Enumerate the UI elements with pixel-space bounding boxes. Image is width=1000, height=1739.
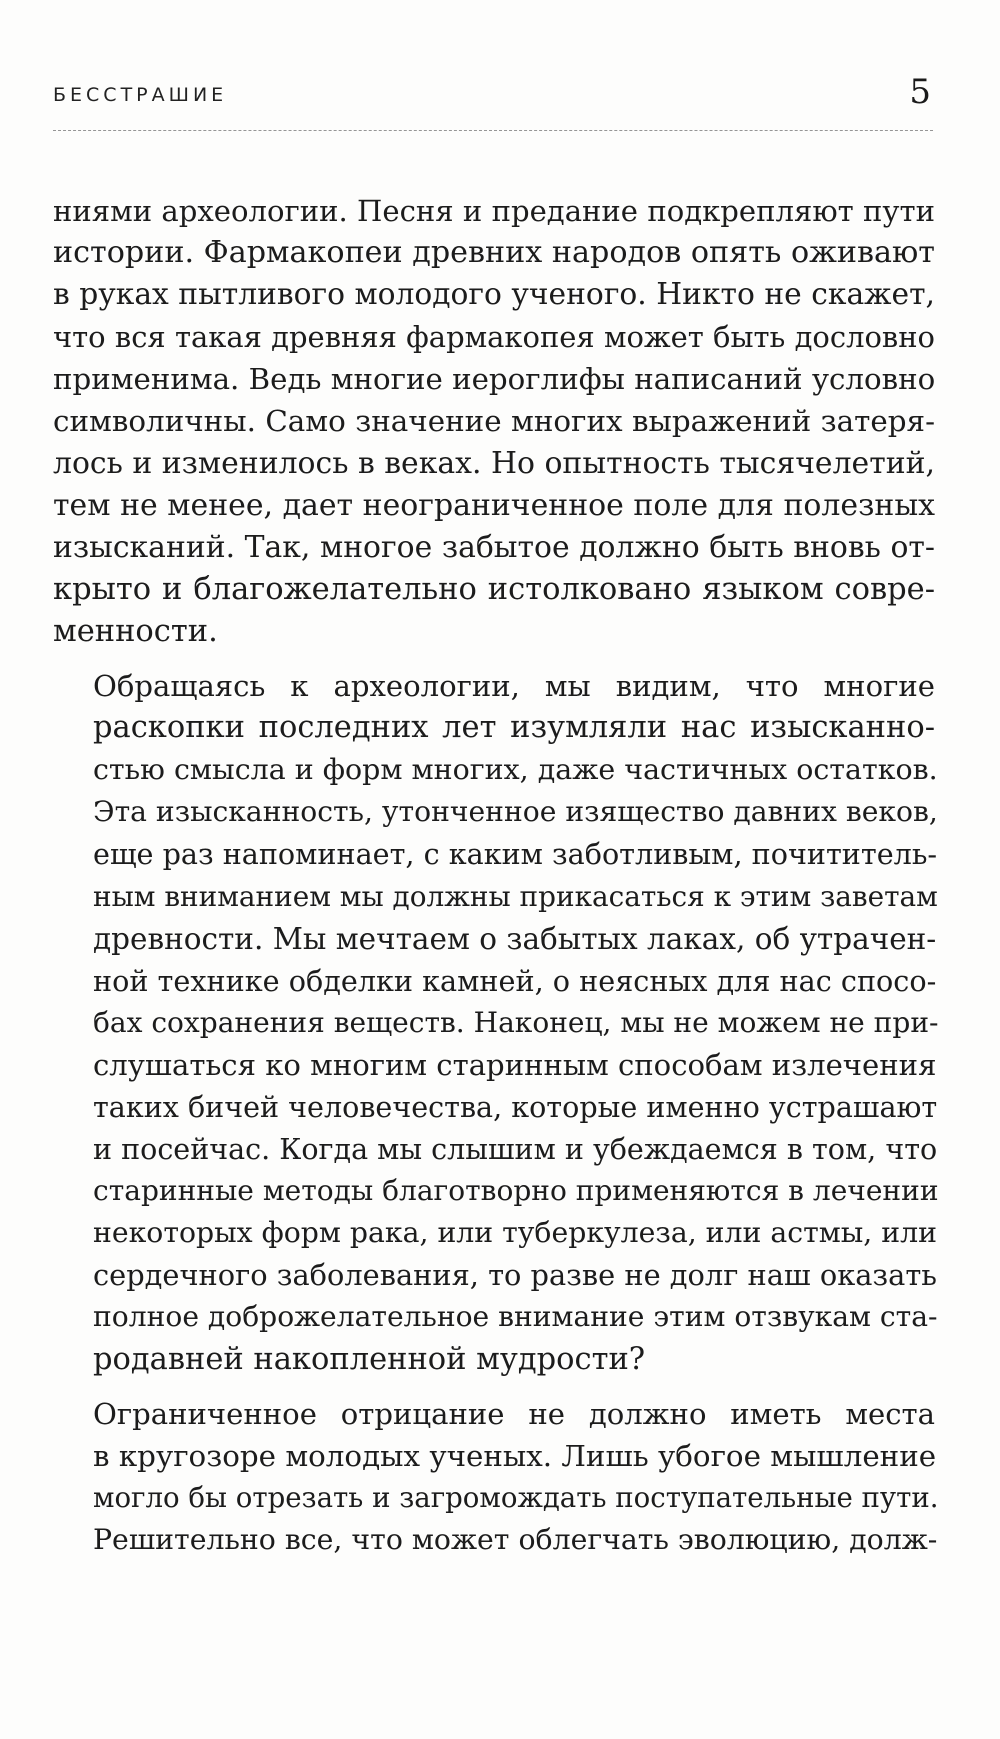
text-line: Обращаясь к археологии, мы видим, что многие [93,669,935,704]
text-line: еще раз напоминает, с каким заботливым, почититель- [93,837,938,872]
text-line: в кругозоре молодых ученых. Лишь убогое мышление [93,1438,937,1473]
text-line: лось и изменилось в веках. Но опытность тысячелетий, [53,445,935,481]
text-line: слушаться ко многим старинным способам излечения [93,1047,937,1082]
text-line: стью смысла и форм многих, даже частичных остатков. [93,753,938,787]
text-line: раскопки последних лет изумляли нас изысканно- [93,710,935,746]
header-divider [53,130,933,131]
paragraph-2 [53,665,939,1381]
paragraph-3 [53,1393,939,1561]
text-line: древности. Мы мечтаем о забытых лаках, об утрачен- [93,921,937,956]
text-line: символичны. Само значение многих выражений затеря- [53,404,935,439]
text-line: могло бы отрезать и загромождать поступательные пути. [93,1480,939,1514]
text-line: что вся такая древняя фармакопея может быть дословно [53,320,935,355]
text-line: в руках пытливого молодого ученого. Никто не скажет, [53,277,935,313]
text-line: ной технике обделки камней, о неясных для нас спосо- [93,963,937,998]
text-line: истории. Фармакопеи древних народов опять оживают [53,235,935,271]
text-line: бах сохранения веществ. Наконец, мы не можем не при- [93,1005,939,1039]
body-text [53,190,939,1561]
text-line: ным вниманием мы должны прикасаться к этим заветам [93,879,938,913]
text-line: некоторых форм рака, или туберкулеза, или астмы, или [93,1216,937,1250]
text-line: применима. Ведь многие иероглифы написаний условно [53,362,936,397]
text-line: Ограниченное отрицание не должно иметь места [93,1396,935,1431]
text-line: менности. [53,613,218,649]
text-line: родавней накопленной мудрости? [93,1341,646,1377]
text-line: старинные методы благотворно применяются в лечении [93,1174,939,1208]
running-head [53,72,933,122]
paragraph-1 [53,190,935,653]
text-line: таких бичей человечества, которые именно устрашают [93,1089,938,1124]
text-line: крыто и благожелательно истолковано языком совре- [53,571,935,607]
text-line: полное доброжелательное внимание этим отзвукам ста- [93,1300,938,1334]
page-number: 5 [909,72,931,112]
text-line: изысканий. Так, многое забытое должно быть вновь от- [53,529,935,565]
text-line: тем не менее, дает неограниченное поле для полезных [53,487,935,523]
text-line: Решительно все, что может облегчать эволюцию, долж- [93,1522,938,1556]
text-line: и посейчас. Когда мы слышим и убеждаемся в том, что [93,1132,938,1167]
text-line: ниями археологии. Песня и предание подкрепляют пути [53,194,935,228]
section-title: БЕССТРАШИЕ [53,84,228,106]
text-line: Эта изысканность, утонченное изящество давних веков, [93,795,938,829]
text-line: сердечного заболевания, то разве не долг наш оказать [93,1258,937,1293]
